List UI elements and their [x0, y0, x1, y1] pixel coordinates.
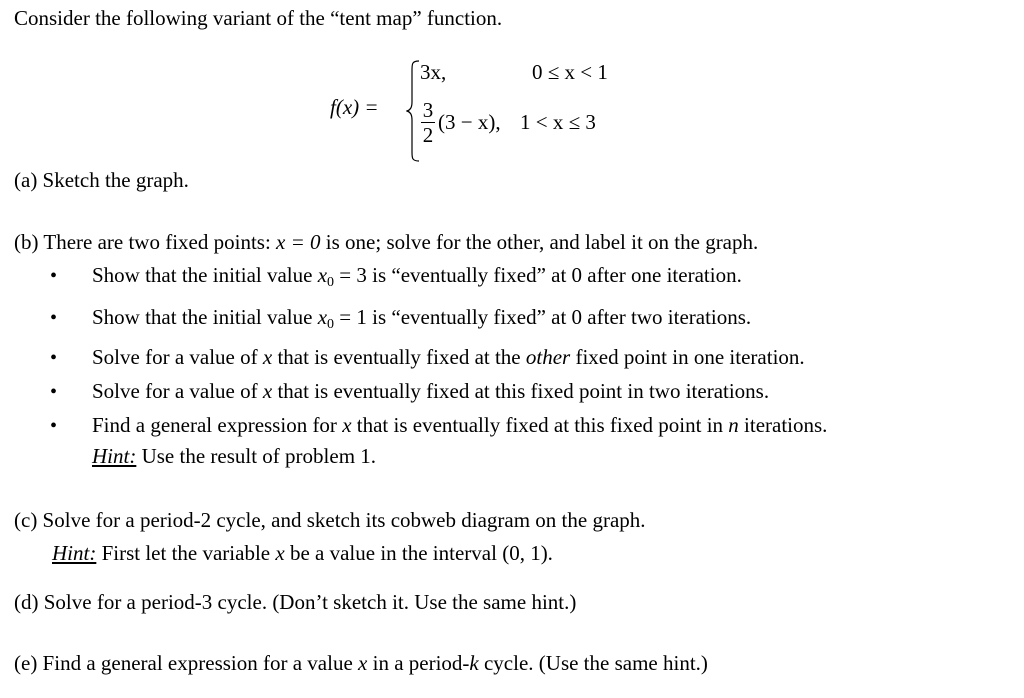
math-var: k	[469, 651, 479, 675]
piecewise-formula	[330, 58, 650, 170]
math-subscript: 0	[327, 275, 335, 290]
bullet-icon: •	[50, 307, 58, 329]
bullet-item-1	[92, 263, 742, 288]
part-d: (d) Solve for a period-3 cycle. (Don’t sketch it. Use the same hint.)	[14, 590, 577, 614]
part-b	[14, 230, 758, 255]
emphasis-text: other	[525, 345, 571, 369]
part-b-text-2: is one; solve for the other, and label it on the graph.	[320, 230, 759, 254]
hint-text: Use the result of problem 1.	[136, 444, 377, 468]
hint-text: be a value in the interval (0, 1).	[284, 541, 553, 565]
left-brace-icon	[406, 60, 420, 162]
math-var: x	[358, 651, 368, 675]
bullet-item-2	[92, 305, 751, 330]
bullet-icon: •	[50, 265, 58, 287]
bullet-icon: •	[50, 415, 58, 437]
bullet-text: that is eventually fixed at the	[272, 345, 526, 369]
bullet-text: Find a general expression for	[92, 413, 343, 437]
case1-expression: 3x,	[420, 60, 447, 84]
formula-lhs: f(x) =	[330, 95, 379, 119]
case2-fraction	[420, 98, 436, 147]
bullet-text: that is eventually fixed at this fixed point in two iterations.	[272, 379, 770, 403]
math-eq: = 3	[334, 263, 367, 287]
case1-condition: 0 ≤ x < 1	[532, 60, 608, 84]
part-a: (a) Sketch the graph.	[14, 168, 189, 192]
part-c: (c) Solve for a period-2 cycle, and sketch its cobweb diagram on the graph.	[14, 508, 646, 532]
intro-text: Consider the following variant of the “tent map” function.	[14, 6, 503, 30]
hint-label: Hint:	[52, 541, 97, 565]
bullet-icon: •	[50, 347, 58, 369]
math-var: n	[728, 413, 739, 437]
fraction-numerator: 3	[422, 98, 434, 122]
case2-condition: 1 < x ≤ 3	[520, 110, 596, 134]
bullet-icon: •	[50, 381, 58, 403]
bullet-text: Show that the initial value	[92, 305, 318, 329]
bullet-text: fixed point in one iteration.	[570, 345, 805, 369]
bullet-text: Solve for a value of	[92, 379, 263, 403]
math-var: x	[275, 541, 285, 565]
part-b-hint	[92, 444, 376, 469]
part-b-text-1: There are two fixed points:	[43, 230, 277, 254]
bullet-text: is “eventually fixed” at 0 after one iteration.	[366, 263, 742, 287]
part-e-text: cycle. (Use the same hint.)	[478, 651, 708, 675]
case2-expression: (3 − x),	[438, 110, 501, 134]
bullet-text: is “eventually fixed” at 0 after two iterations.	[366, 305, 752, 329]
math-subscript: 0	[327, 317, 335, 332]
math-var: x	[262, 379, 273, 403]
math-var: x	[262, 345, 273, 369]
bullet-item-4	[92, 379, 769, 404]
bullet-text: Show that the initial value	[92, 263, 318, 287]
hint-text: First let the variable	[96, 541, 276, 565]
bullet-text: iterations.	[738, 413, 828, 437]
math-eq: = 1	[334, 305, 367, 329]
part-c-hint	[52, 541, 553, 566]
bullet-text: Solve for a value of	[92, 345, 263, 369]
fraction-denominator: 2	[422, 123, 434, 147]
math-var: x	[317, 263, 328, 287]
part-b-label: (b)	[14, 230, 39, 254]
math-var: x	[342, 413, 352, 437]
bullet-item-5	[92, 413, 827, 438]
bullet-item-3	[92, 345, 805, 370]
part-e	[14, 651, 708, 676]
part-e-text: (e) Find a general expression for a value	[14, 651, 359, 675]
bullet-text: that is eventually fixed at this fixed point in	[351, 413, 729, 437]
hint-label: Hint:	[92, 444, 137, 468]
part-b-equation: x = 0	[276, 230, 321, 254]
math-var: x	[317, 305, 328, 329]
part-e-text: in a period-	[367, 651, 470, 675]
